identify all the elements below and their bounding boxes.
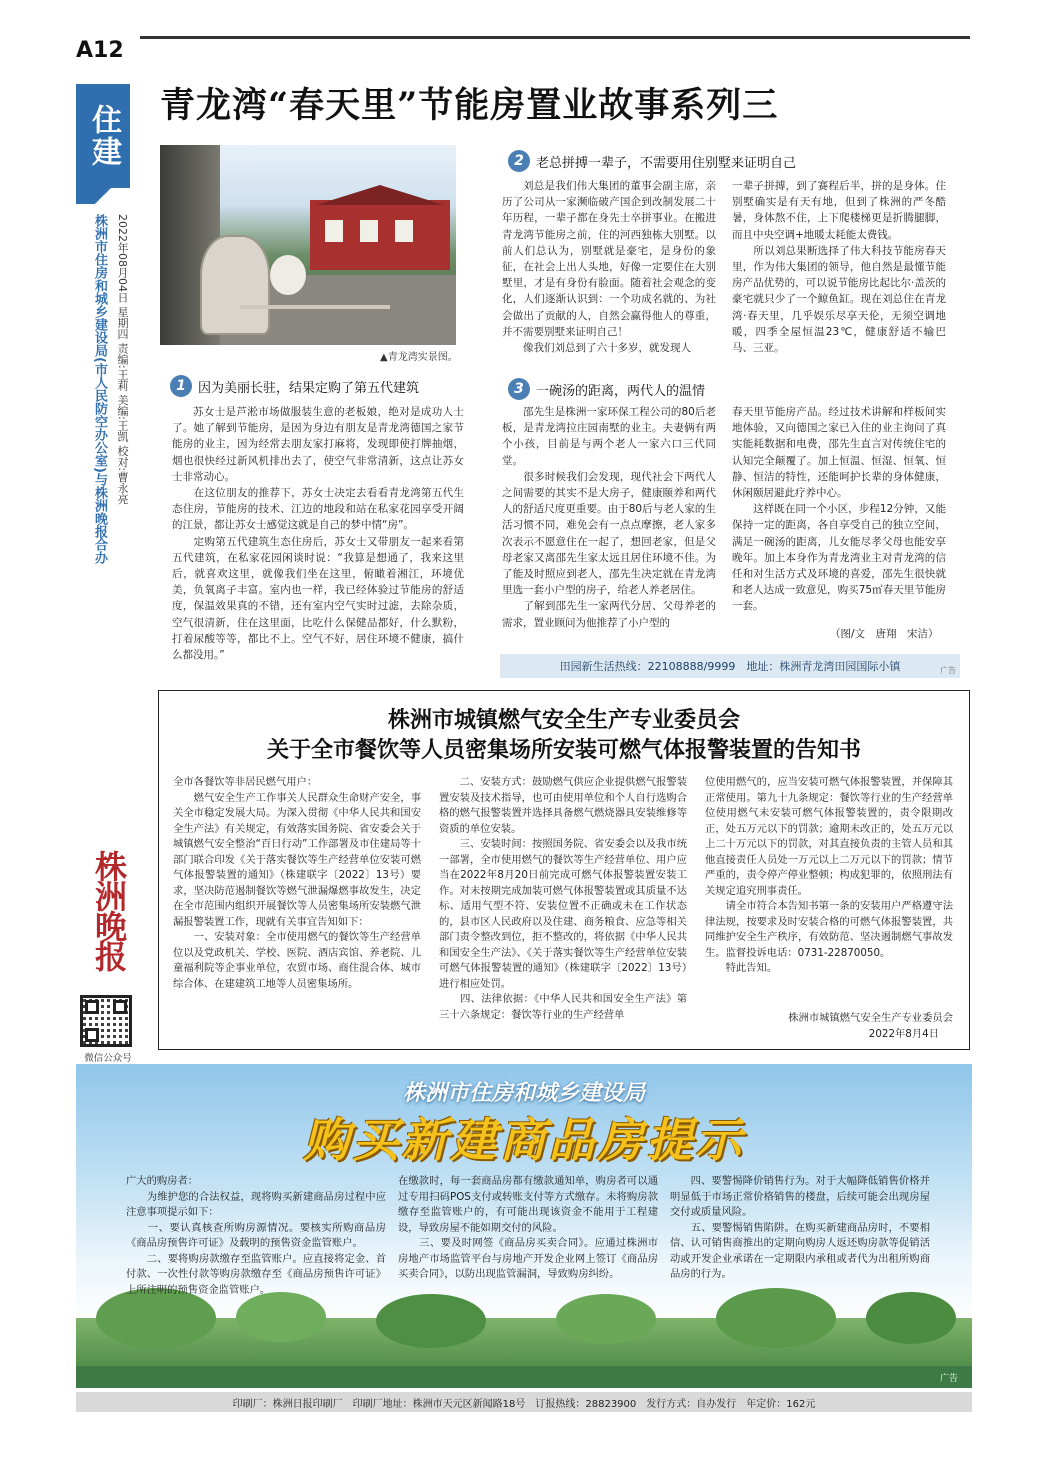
article-headline: 青龙湾“春天里”节能房置业故事系列三 (160, 85, 779, 126)
sidebar-accent (76, 188, 130, 204)
section-2-number: 2 (508, 150, 530, 172)
footer-bar (76, 1392, 972, 1412)
dateline: 2022年08月04日 星期四 责编:王莉 美编:王凯 校对:曹永亮 (116, 214, 129, 505)
article-photo (160, 145, 456, 345)
footer-text: 印刷厂：株洲日报印刷厂 印刷厂地址：株洲市天元区新闻路18号 订报热线：28823900 发行方式：自办发行 年定价：162元 (232, 1398, 816, 1410)
logo-text: 株洲晚报 (90, 850, 128, 970)
housing-col-1: 广大的购房者： 为维护您的合法权益，现将购买新建商品房过程中应注意事项提示如下： 一、要认真核查所购房源情况。要核实所购商品房《商品房预售许可证》及载明的预售资金监管账户。 二、要将购房款缴存至监管账户。应直接将定金、首付款、一次性付款等购房款缴存至《商品房预售许可证》上所注明的预售资金监管账户。 (126, 1175, 386, 1296)
section-1-text: 苏女士是芦淞市场做服装生意的老板娘，绝对是成功人士了。她了解到节能房，是因为身边有朋友是青龙湾德国之家节能房的业主，因为经常去朋友家打麻将，发现即使打牌抽烟，烟也很快经过新风机排出去了，使空气非常清新，这点让苏女士非常动心。 在这位朋友的推荐下，苏女士决定去看看青龙湾第五代生态住房，节能房的技术、江边的地段和站在私家花园享受开阔的江景，都让苏女士感觉这就是自己的梦中情“房”。 定购第五代建筑生态住房后，苏女士又带朋友一起来看第五代建筑，在私家花园闲谈时说：“我算是想通了，我来这里后，就喜欢这里，就像我们坐在这里，俯瞰着湘江，环境优美，负氧离子丰富。室内也一样，我已经体验过节能房的舒适度，保温效果真的不错，还有室内空气实时过滤，去除杂质，空气很清新，住在这里面，比吃什么保健品都好，什么默粉，打着尿酸等等，都比不上。空气不好，居住环境不健康，搞什么都没用。” (172, 406, 464, 662)
section-3-heading (508, 378, 705, 400)
housing-title: 购买新建商品房提示 (303, 1113, 745, 1167)
section-2-text-left: 刘总是我们伟大集团的董事会副主席，亲历了公司从一家濒临破产国企到改制发展二十年历程，一辈子都在身先士卒拼事业。在搬进青龙湾节能房之前，住的河西独栋大别墅。以前人们总认为，别墅就是豪宅，是身份的象征，在社会上出人头地，好像一定要住在大别墅里，才是有身份有脸面。随着社会观念的变化，人们逐渐认识到：一个功成名就的、为社会做出了贡献的人，自然会赢得他人的尊重，并不需要别墅来证明自己！ 像我们刘总到了六十多岁，就发现人 (502, 180, 716, 355)
housing-org: 株洲市住房和城乡建设局 (402, 1081, 645, 1106)
notice-title-1: 株洲市城镇燃气安全生产专业委员会 (387, 708, 740, 733)
housing-ad (76, 1064, 972, 1388)
article-ad-band (500, 654, 960, 678)
section-2-heading (508, 150, 796, 172)
section-label: 住建 (86, 104, 121, 168)
section-3-text-left: 邵先生是株洲一家环保工程公司的80后老板，是青龙湾拉庄园南墅的业主。夫妻俩有两个小孩，目前是与两个老人一家六口三代同堂。 很多时候我们会发现，现代社会下两代人之间需要的其实不是大房子，健康颐养和两代人的舒适尺度更重要。由于80后与老人家的生活习惯不同，难免会有一点点摩擦，老人家多次表示不愿意住在一起了，想回老家，但是父母老家又离邵先生家太远且居住环境不佳。为了能及时照应到老人，邵先生决定就在青龙湾里选一套小户型的房子，给老人养老居住。 了解到邵先生一家两代分居、父母养老的需求，置业顾问为他推荐了小户型的 (502, 406, 716, 629)
section-1-heading (170, 375, 419, 397)
housing-ad-tag: 广告 (939, 1374, 958, 1384)
housing-col-2: 在缴款时，每一套商品房都有缴款通知单，购房者可以通过专用扫码POS支付或转账支付等方式缴存。未将购房款缴存至监管账户的，有可能出现该资金不能用于工程建设，导致房屋不能如期交付的风险。 三、要及时网签《商品房买卖合同》。应通过株洲市房地产市场监管平台与房地产开发企业网上签订《商品房买卖合同》，以防出现监管漏洞，导致购房纠纷。 (398, 1175, 658, 1280)
section-1-title: 因为美丽长驻，结果定购了第五代建筑 (198, 380, 420, 396)
section-3-text-right: 春天里节能房产品。经过技术讲解和样板间实地体验，又向德国之家已入住的业主询问了真实能耗数据和电费，邵先生直言对传统住宅的认知完全颠覆了。加上恒温、恒湿、恒氧、恒静、恒洁的特性，还能呵护长辈的身体健康，休闲颐居避此疗养中心。 这样既在同一个小区，步程12分钟，又能保持一定的距离，各自享受自己的独立空间，满足一碗汤的距离，儿女能尽孝父母也能安享晚年。加上本身作为青龙湾业主对青龙湾的信任和对生活方式及环境的喜爱，邵先生很快就和老人达成一致意见，购买75㎡春天里节能房一套。 (732, 406, 946, 613)
article-ad-tag: 广告 (940, 666, 956, 675)
section-3-byline: （图/文 唐翔 宋洁） (830, 628, 939, 640)
section-3-title: 一碗汤的距离，两代人的温情 (536, 383, 706, 399)
qr-code (80, 995, 132, 1047)
article-ad-line: 田园新生活热线：22108888/9999 地址：株洲青龙湾田园国际小镇 (559, 660, 901, 673)
notice-date: 2022年8月4日 (868, 1028, 939, 1040)
section-1-number: 1 (170, 375, 192, 397)
qr-label: 微信公众号 (84, 1053, 132, 1064)
sponsor-line: 株洲市住房和城乡建设局(市人民防空办公室)与株洲晚报合办 (92, 214, 107, 564)
housing-col-3: 四、要警惕降价销售行为。对于大幅降低销售价格并明显低于市场正常价格销售的楼盘，后续可能会出现房屋交付或质量风险。 五、要警惕销售陷阱。在购买新建商品房时，不要相信、认可销售商推出的定期向购房人返还购房款等促销活动或开发企业承诺在一定期限内承租或者代为出租所购商品房的行为。 (670, 1175, 930, 1280)
section-2-text-right: 一辈子拼搏，到了赛程后半，拼的是身体。住别墅确实是有天有地，但到了株洲的严冬酷暑，身体熬不住，上下爬楼梯更是折腾腿脚，而且中央空调+地暖太耗能太费钱。 所以刘总果断选择了伟大科技节能房春天里，作为伟大集团的领导，他自然是最懂节能房产品优势的，可以说节能房比起比尔·盖茨的豪宅就只少了一个鲸鱼缸。现在刘总住在青龙湾·春天里，几乎娱乐尽享天伦，无须空调地暖，四季全屋恒温23℃，健康舒适不输巴马、三亚。 (732, 180, 946, 355)
section-3-number: 3 (508, 378, 530, 400)
notice-title-2: 关于全市餐饮等人员密集场所安装可燃气体报警装置的告知书 (266, 738, 861, 763)
photo-caption: ▲青龙湾实景图。 (380, 352, 458, 363)
section-2-title: 老总拼搏一辈子，不需要用住别墅来证明自己 (536, 155, 797, 171)
gas-notice-box (158, 690, 970, 1050)
page-number: A12 (76, 38, 124, 63)
header-rule (140, 36, 970, 39)
notice-signature: 株洲市城镇燃气安全生产专业委员会 (788, 1012, 953, 1024)
notice-col-3: 位使用燃气的，应当安装可燃气体报警装置，并保障其正常使用。第九十九条规定：餐饮等行业的生产经营单位使用燃气未安装可燃气体报警装置的，责令限期改正，处五万元以下的罚款；逾期未改正的，处五万元以上二十万元以下的罚款，对其直接负责的主管人员和其他直接责任人员处一万元以上二万元以下的罚款；情节严重的，责令停产停业整顿；构成犯罪的，依照刑法有关规定追究刑事责任。 请全市符合本告知书第一条的安装用户严格遵守法律法规，按要求及时安装合格的可燃气体报警装置，共同维护安全生产秩序，有效防范、坚决遏制燃气事故发生。监督投诉电话：0731-22870050。 特此告知。 (705, 776, 953, 974)
notice-col-2: 二、安装方式：鼓励燃气供应企业提供燃气报警装置安装及技术指导，也可由使用单位和个人自行选购合格的燃气报警装置并选择具备燃气燃烧器具安装维修等资质的单位安装。 三、安装时间：按照国务院、省安委会以及我市统一部署，全市使用燃气的餐饮等生产经营单位、用户应当在2022年8月20日前完成可燃气体报警装置安装工作。对未按期完成加装可燃气体报警装置或其质量不达标、适用气型不符、安装位置不正确或未在工作状态的，县市区人民政府以及住建、商务粮食、应急等相关部门责令整改到位，拒不整改的，将依据《中华人民共和国安全生产法》、《关于落实餐饮等生产经营单位安装可燃气体报警装置的通知》（株建联字〔2022〕13号）进行相应处罚。 四、法律依据：《中华人民共和国安全生产法》第三十六条规定：餐饮等行业的生产经营单 (439, 776, 687, 1021)
newspaper-logo (80, 840, 138, 980)
section-tab (76, 84, 130, 188)
notice-col-1: 全市各餐饮等非居民燃气用户： 燃气安全生产工作事关人民群众生命财产安全，事关全市稳定发展大局。为深入贯彻《中华人民共和国安全生产法》有关规定，有效落实国务院、省安委会关于城镇燃气安全整治“百日行动”工作部署及市住建局等十部门联合印发《关于落实餐饮等生产经营单位安装可燃气体报警装置的通知》（株建联字〔2022〕13号）要求，坚决防范遏制餐饮等燃气泄漏爆燃事故发生，决定在全市范围内组织开展餐饮等人员密集场所安装燃气泄漏报警装置工作，现就有关事宜告知如下： 一、安装对象：全市使用燃气的餐饮等生产经营单位以及党政机关、学校、医院、酒店宾馆、养老院、儿童福利院等企事业单位，农贸市场、商住混合体、城市综合体、在建建筑工地等人员密集场所。 (173, 776, 421, 990)
